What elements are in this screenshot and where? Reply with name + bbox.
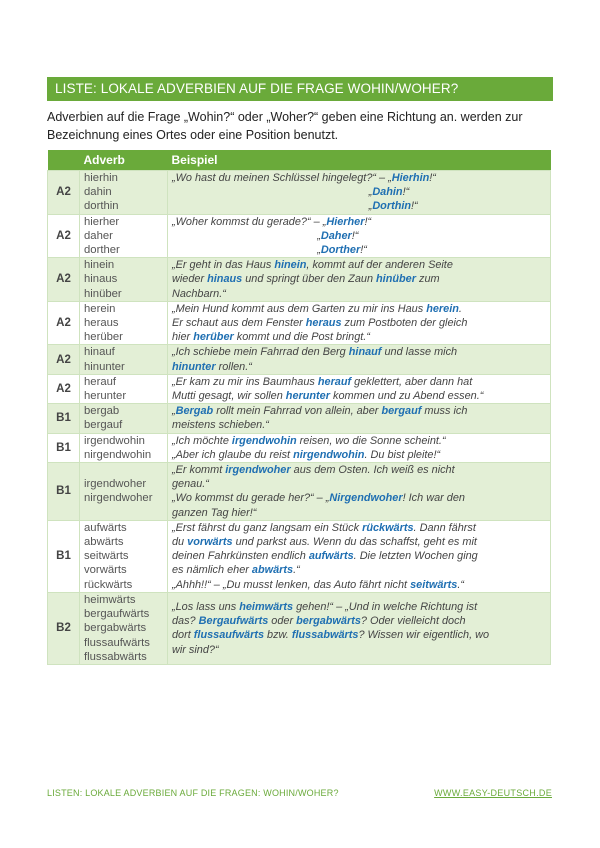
example-line (172, 330, 546, 344)
example-text: und parkst aus. Wenn du das schaffst, geht es mit (232, 536, 477, 549)
adverb-cell: hinauf hinunter (80, 345, 168, 374)
example-text: deinen Fahrkünsten endlich (172, 550, 309, 563)
table-row (48, 171, 551, 215)
example-text: es nämlich eher (172, 564, 252, 577)
adverb-cell: aufwärts abwärts seitwärts vorwärts rückwärts (80, 520, 168, 592)
example-text: „Er kam zu mir ins Baumhaus (172, 375, 318, 388)
example-text: ? Oder vielleicht doch (360, 615, 466, 628)
adverb-cell: hierhin dahin dorthin (80, 171, 168, 215)
table-body (48, 171, 551, 665)
example-text: geklettert, aber dann hat (351, 375, 473, 388)
highlighted-adverb: herüber (193, 331, 234, 344)
example-line (172, 549, 546, 563)
example-line (172, 389, 546, 403)
adverb-cell: herein heraus herüber (80, 301, 168, 345)
level-cell: B2 (48, 592, 80, 664)
highlighted-adverb: bergauf (381, 405, 422, 418)
example-cell (168, 404, 551, 433)
example-text: du (172, 536, 188, 549)
example-text: „Ahhh!!“ – „Du musst lenken, das Auto fährt nicht (172, 578, 411, 591)
example-text: „ (172, 200, 373, 213)
adverb-cell: herauf herunter (80, 374, 168, 403)
example-line (172, 563, 546, 577)
example-cell (168, 463, 551, 521)
example-line (172, 463, 546, 477)
footer-link[interactable]: WWW.EASY-DEUTSCH.DE (434, 788, 552, 798)
example-text: !“ (351, 229, 359, 242)
example-text: Nachbarn.“ (172, 287, 226, 300)
example-text: oder (268, 615, 297, 628)
example-line (172, 272, 546, 286)
example-text: . (458, 302, 462, 315)
highlighted-adverb: Nirgendwoher (329, 492, 403, 505)
highlighted-adverb: aufwärts (308, 550, 354, 563)
table-row (48, 301, 551, 345)
example-line (172, 345, 546, 359)
example-text: dort (172, 629, 194, 642)
example-cell (168, 301, 551, 345)
example-text: Er schaut aus dem Fenster (172, 317, 306, 330)
adverb-cell: hierher daher dorther (80, 214, 168, 258)
highlighted-adverb: Dorther (320, 244, 361, 257)
example-line (172, 243, 546, 257)
example-line (172, 185, 546, 199)
example-text: aus dem Osten. Ich weiß es nicht (290, 464, 455, 477)
example-line (172, 448, 546, 462)
example-text: kommt und die Post bringt.“ (233, 331, 370, 344)
example-line (172, 491, 546, 505)
example-line (172, 302, 546, 316)
example-line (172, 614, 546, 628)
example-text: „Er kommt (172, 464, 226, 477)
highlighted-adverb: herunter (285, 390, 330, 403)
level-cell: A2 (48, 214, 80, 258)
highlighted-adverb: hinein (274, 259, 307, 272)
highlighted-adverb: vorwärts (187, 536, 233, 549)
example-text: !“ (411, 200, 418, 213)
highlighted-adverb: Bergaufwärts (198, 615, 269, 628)
level-cell: A2 (48, 345, 80, 374)
highlighted-adverb: abwärts (251, 564, 294, 577)
level-cell: B1 (48, 463, 80, 521)
example-text: wir sind?“ (172, 643, 219, 656)
highlighted-adverb: herauf (317, 375, 352, 388)
example-cell (168, 171, 551, 215)
adverb-cell: bergab bergauf (80, 404, 168, 433)
level-cell: B1 (48, 404, 80, 433)
header-example: Beispiel (168, 150, 551, 171)
example-text: „ (172, 405, 176, 418)
example-line (172, 535, 546, 549)
example-text: rollt mein Fahrrad von allein, aber (213, 405, 382, 418)
highlighted-adverb: Dahin (372, 186, 403, 199)
example-text: . Dann fährst (413, 521, 476, 534)
example-text: . Du bist pleite!“ (364, 448, 441, 461)
example-text: gehen!“ – „Und in welche Richtung ist (293, 600, 478, 613)
table-row (48, 592, 551, 664)
table-row (48, 214, 551, 258)
example-line (172, 600, 546, 614)
example-text: .“ (457, 578, 464, 591)
table-row (48, 258, 551, 302)
adverb-cell: heimwärts bergaufwärts bergabwärts flussaufwärts flussabwärts (80, 592, 168, 664)
example-text: kommen und zu Abend essen.“ (329, 390, 484, 403)
highlighted-adverb: hinauf (348, 346, 382, 359)
example-cell (168, 374, 551, 403)
adverb-cell: irgendwohin nirgendwohin (80, 433, 168, 462)
example-text: „Wo kommst du gerade her?“ – „ (172, 492, 330, 505)
example-text: Mutti gesagt, wir sollen (172, 390, 286, 403)
example-cell (168, 592, 551, 664)
example-line (172, 404, 546, 418)
highlighted-adverb: heimwärts (239, 600, 294, 613)
example-line (172, 360, 546, 374)
table-row (48, 404, 551, 433)
example-line (172, 643, 546, 657)
example-text: „Ich möchte (172, 434, 232, 447)
page-title: LISTE: LOKALE ADVERBIEN AUF DIE FRAGE WOHIN/WOHER? (47, 77, 553, 101)
example-text: „Erst fährst du ganz langsam ein Stück (172, 521, 363, 534)
example-line (172, 375, 546, 389)
table-row (48, 463, 551, 521)
level-cell: A2 (48, 258, 80, 302)
example-text: hier (172, 331, 194, 344)
highlighted-adverb: heraus (305, 317, 342, 330)
intro-text: Adverbien auf die Frage „Wohin?“ oder „Woher?“ geben eine Richtung an. werden zur Bezeichnung eines Ortes oder eine Position benutzt. (47, 110, 523, 142)
example-text: „Los lass uns (172, 600, 240, 613)
example-text: und lasse mich (381, 346, 458, 359)
adverb-cell: irgendwoher nirgendwoher (80, 463, 168, 521)
example-cell (168, 214, 551, 258)
example-text: , kommt auf der anderen Seite (306, 259, 453, 272)
highlighted-adverb: hinaus (207, 273, 243, 286)
example-line (172, 287, 546, 301)
highlighted-adverb: herein (426, 302, 459, 315)
example-line (172, 316, 546, 330)
highlighted-adverb: seitwärts (410, 578, 458, 591)
example-text: !“ (402, 186, 410, 199)
level-cell: A2 (48, 374, 80, 403)
example-text: bzw. (264, 629, 292, 642)
example-line (172, 171, 546, 185)
adverb-table (47, 150, 551, 665)
example-line (172, 229, 546, 243)
highlighted-adverb: Hierhin (391, 172, 430, 184)
example-text: „Wo hast du meinen Schlüssel hingelegt?“ – „ (172, 172, 392, 184)
example-text: „Woher kommst du gerade?“ – „ (172, 215, 327, 228)
highlighted-adverb: Hierher (326, 215, 365, 228)
adverb-cell: hinein hinaus hinüber (80, 258, 168, 302)
example-line (172, 258, 546, 272)
table-header (48, 150, 551, 171)
example-text: „Ich schiebe mein Fahrrad den Berg (172, 346, 349, 359)
example-cell (168, 520, 551, 592)
example-text: „Er geht in das Haus (172, 259, 275, 272)
example-text: zum Postboten der gleich (341, 317, 468, 330)
example-text: „Aber ich glaube du reist (172, 448, 294, 461)
example-text: muss ich (421, 405, 468, 418)
example-text: genau.“ (172, 478, 209, 491)
example-text: ! Ich war den (402, 492, 465, 505)
highlighted-adverb: Bergab (175, 405, 214, 418)
highlighted-adverb: irgendwoher (225, 464, 291, 477)
level-cell: A2 (48, 171, 80, 215)
table-row (48, 520, 551, 592)
example-line (172, 199, 546, 213)
example-text: „ (172, 186, 373, 199)
example-text: „Mein Hund kommt aus dem Garten zu mir ins Haus (172, 302, 427, 315)
table-row (48, 345, 551, 374)
example-text: !“ (364, 215, 372, 228)
example-cell (168, 345, 551, 374)
level-cell: A2 (48, 301, 80, 345)
example-text: „ (172, 244, 321, 257)
level-cell: B1 (48, 433, 80, 462)
example-text: ? Wissen wir eigentlich, wo (358, 629, 490, 642)
highlighted-adverb: hinüber (376, 273, 416, 286)
example-text: ganzen Tag hier!“ (172, 506, 257, 519)
example-line (172, 628, 546, 642)
example-text: wieder (172, 273, 208, 286)
example-text: „ (172, 229, 321, 242)
highlighted-adverb: Daher (320, 229, 352, 242)
example-line (172, 506, 546, 520)
example-cell (168, 433, 551, 462)
example-text: und springt über den Zaun (242, 273, 377, 286)
example-text: reisen, wo die Sonne scheint.“ (296, 434, 446, 447)
level-cell: B1 (48, 520, 80, 592)
example-line (172, 578, 546, 592)
highlighted-adverb: irgendwohin (231, 434, 297, 447)
highlighted-adverb: flussaufwärts (193, 629, 265, 642)
highlighted-adverb: hinunter (172, 360, 216, 373)
example-line (172, 418, 546, 432)
highlighted-adverb: Dorthin (372, 200, 412, 213)
example-line (172, 477, 546, 491)
example-line (172, 215, 546, 229)
footer-title: LISTEN: LOKALE ADVERBIEN AUF DIE FRAGEN: WOHIN/WOHER? (47, 788, 339, 798)
example-line (172, 434, 546, 448)
header-level (48, 150, 80, 171)
highlighted-adverb: nirgendwohin (293, 448, 365, 461)
table-row (48, 374, 551, 403)
table-row (48, 433, 551, 462)
example-text: . Die letzten Wochen ging (353, 550, 478, 563)
example-text: zum (415, 273, 440, 286)
example-text: !“ (429, 172, 436, 184)
header-adverb: Adverb (80, 150, 168, 171)
example-text: .“ (293, 564, 300, 577)
highlighted-adverb: flussabwärts (291, 629, 359, 642)
example-cell (168, 258, 551, 302)
example-line (172, 521, 546, 535)
highlighted-adverb: rückwärts (362, 521, 414, 534)
example-text: rollen.“ (215, 360, 252, 373)
example-text: !“ (360, 244, 367, 257)
highlighted-adverb: bergabwärts (296, 615, 361, 628)
example-text: das? (172, 615, 199, 628)
example-text: meistens schieben.“ (172, 419, 269, 432)
